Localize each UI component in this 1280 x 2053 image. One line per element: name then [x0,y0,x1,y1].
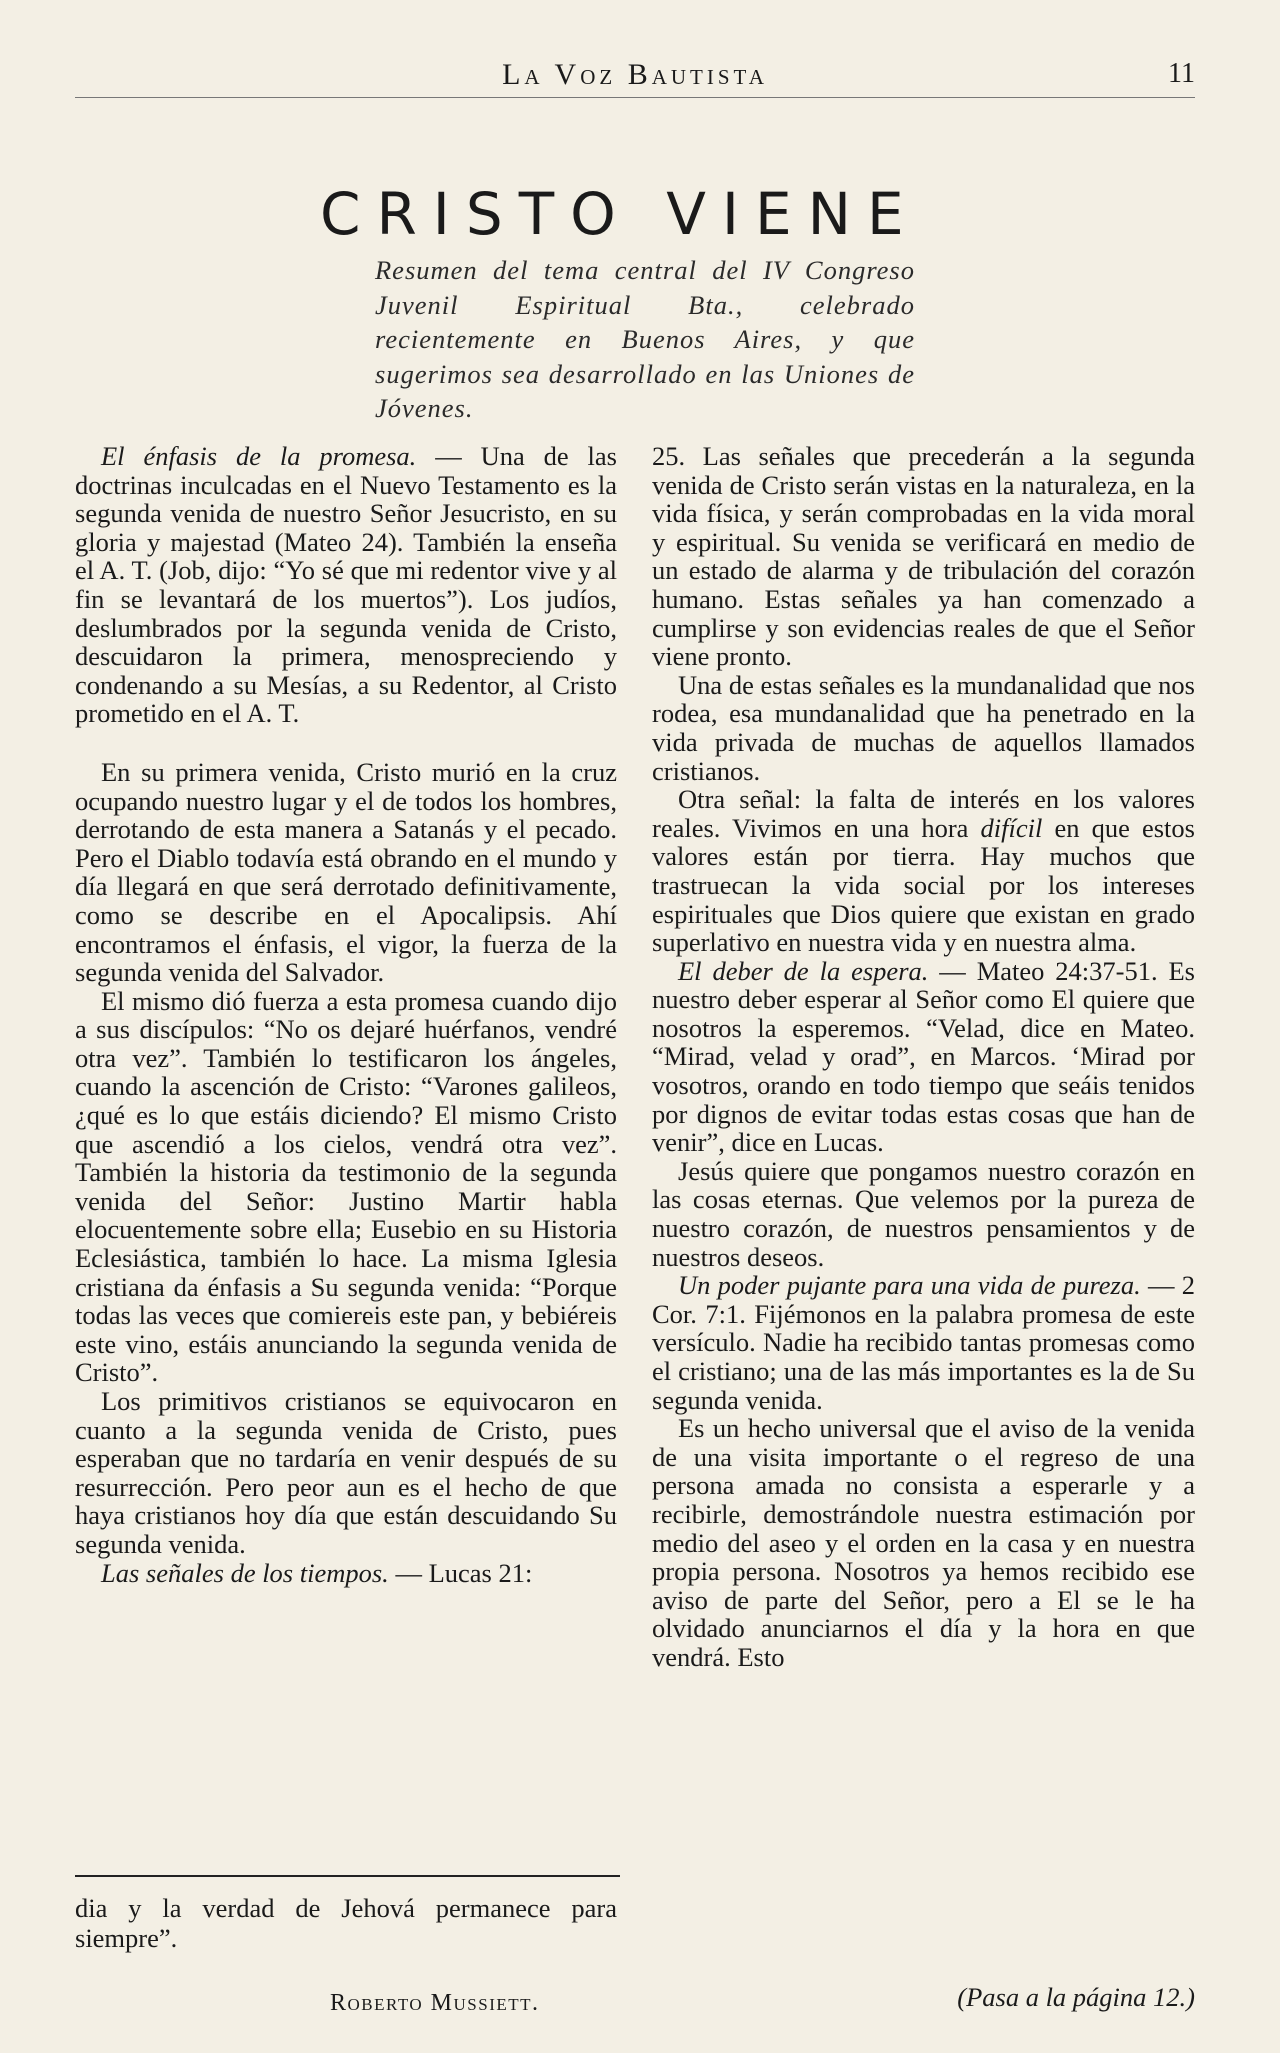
paragraph: Una de estas señales es la mundanalidad que nos rodea, esa mundanalidad que ha penetrado en la vida privada de muchas de aquellos llamados cristianos. [652,669,1195,786]
paragraph [652,1271,1195,1414]
emphasis: difícil [980,812,1043,843]
paragraph-text: Otra señal: la falta de interés en los valores reales. Vivimos en una hora [652,784,1195,843]
paragraph [75,442,617,728]
article-subtitle: Resumen del tema central del IV Congreso Juvenil Espiritual Bta., celebrado recientemente en Buenos Aires, y que sugerimos sea desarrollado en las Uniones de Jóvenes. [375,255,915,423]
paragraph-text: — 2 Cor. 7:1. Fijémonos en la palabra promesa de este versículo. Nadie ha recibido tantas promesas como el cristiano; una de las más importantes es la de Su segunda venida. [652,1270,1195,1415]
paragraph: 25. Las señales que precederán a la segunda venida de Cristo serán vistas en la naturaleza, en la vida física, y serán comprobadas en la vida moral y espiritual. Su venida se verificará en medio de un estado de alarma y de tribulación del corazón humano. Estas señales ya han comenzado a cumplirse y son evidencias reales de que el Señor viene pronto. [652,441,1195,672]
page-header [75,58,1195,102]
paragraph-text: — Mateo 24:37-51. Es nuestro deber esperar al Señor como El quiere que nosotros la esperemos. “Velad, dice en Mateo. “Mirad, velad y orad”, en Marcos. ‘Mirad por vosotros, orando en todo tiempo que seáis tenidos por dignos de evitar todas estas cosas que han de venir”, dice en Lucas. [652,955,1195,1158]
paragraph-text: — Una de las doctrinas inculcadas en el Nuevo Testamento es la segunda venida de nuestro Señor Jesucristo, en su gloria y majestad (Mateo 24). También la enseña el A. T. (Job, dijo: “Yo sé que mi redentor vive y al fin se levantará de los muertos”). Los judíos, deslumbrados por la segunda venida de Cristo, descuidaron la primera, menospreciendo y condenando a su Mesías, a su Redentor, al Cristo prometido en el A. T. [75,441,617,729]
paragraph: El mismo dió fuerza a esta promesa cuando dijo a sus discípulos: “No os dejaré huérfanos, vendré otra vez”. También lo testificaron los ángeles, cuando la ascención de Cristo: “Varones galileos, ¿qué es lo que estáis diciendo? El mismo Cristo que ascendió a los cielos, vendrá otra vez”. También la historia da testimonio de la segunda venida del Señor: Justino Martir habla elocuentemente sobre ella; Eusebio en su Historia Eclesiástica, también lo hace. La misma Iglesia cristiana da énfasis a Su segunda venida: “Porque todas las veces que comiereis este pan, y bebiéreis este vino, estáis anunciando la segunda venida de Cristo”. [75,985,617,1388]
paragraph-text: — Lucas 21: [388,1557,533,1588]
section-heading: El énfasis de la promesa. [101,441,417,471]
paragraph-text: en que estos valores están por tierra. Hay muchos que trastruecan la vida social por los intereses espirituales que Dios quiere que existan en grado superlativo en nuestra vida y en nuestra alma. [652,812,1195,958]
magazine-title: La Voz Bautista [502,58,768,91]
page-number: 11 [1168,58,1195,89]
author-signature: Roberto Mussiett. [330,1990,540,2016]
paragraph [75,1559,617,1588]
section-heading: El deber de la espera. [678,955,929,986]
paragraph-continuation: dia y la verdad de Jehová permanece para siempre”. [75,1893,617,1953]
paragraph: En su primera venida, Cristo murió en la cruz ocupando nuestro lugar y el de todos los hombres, derrotando de esta manera a Satanás y el pecado. Pero el Diablo todavía está obrando en el mundo y día llegará en que será derrotado definitivamente, como se describe en el Apocalipsis. Ahí encontramos el énfasis, el vigor, la fuerza de la segunda venida del Salvador. [75,756,617,988]
continued-note: (Pasa a la página 12.) [957,1982,1195,2012]
header-rule [75,97,1195,98]
section-heading: Un poder pujante para una vida de pureza. [678,1270,1141,1301]
section-heading: Las señales de los tiempos. [101,1557,389,1588]
article-title: CRISTO VIENE [320,180,920,248]
right-column [652,442,1195,1672]
column-divider-rule [75,1875,620,1877]
paragraph: Los primitivos cristianos se equivocaron en cuanto a la segunda venida de Cristo, pues esperaban que no tardaría en venir después de su resurrección. Pero peor aun es el hecho de que haya cristianos hoy día que están descuidando Su segunda venida. [75,1386,617,1559]
paragraph: Es un hecho universal que el aviso de la venida de una visita importante o el regreso de una persona amada no consista a esperarle y a recibirle, demostrándole nuestra estimación por medio del aseo y el orden en la casa y en nuestra propia persona. Nosotros ya hemos recibido ese aviso de parte del Señor, pero a El se le ha olvidado anunciarnos el día y la hora en que vendrá. Esto [652,1413,1195,1672]
paragraph: Jesús quiere que pongamos nuestro corazón en las cosas eternas. Que velemos por la pureza de nuestro corazón, de nuestros pensamientos y de nuestros deseos. [652,1155,1195,1272]
left-column [75,442,617,1587]
paragraph [652,957,1195,1157]
paragraph [652,785,1195,957]
